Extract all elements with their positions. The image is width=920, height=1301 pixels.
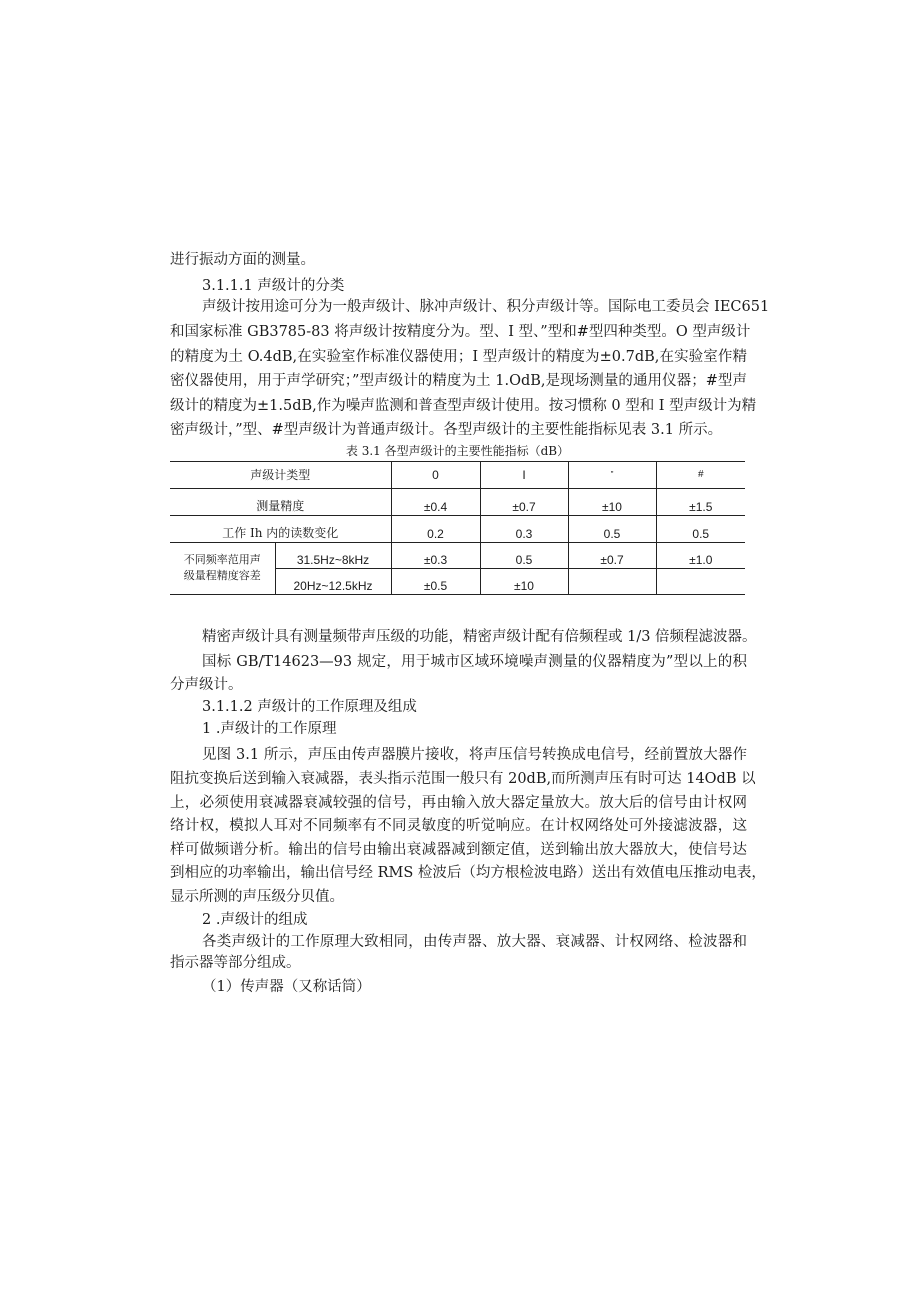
- table-cell: 0.3: [480, 516, 568, 543]
- table-cell-label: 测量精度: [170, 489, 391, 516]
- table-cell-band: 20Hz~12.5kHz: [275, 569, 391, 595]
- paragraph-principle-line-3: 上，必须使用衰减器衰减较强的信号，再由输入放大器定量放大。放大后的信号由计权网: [170, 795, 747, 811]
- table-group-label: [170, 543, 275, 595]
- paragraph-composition-line-1: 各类声级计的工作原理大致相同，由传声器、放大器、衰减器、计权网络、检波器和: [202, 934, 747, 950]
- table-header-type: 声级计类型: [170, 462, 391, 489]
- paragraph-classification-line-6: 密声级计，”型、#型声级计为普通声级计。各型声级计的主要性能指标见表 3.1 所示。: [170, 422, 723, 438]
- table-cell: ±10: [568, 489, 656, 516]
- paragraph-principle-line-5: 样可做频谱分析。输出的信号由输出衰减器减到额定值，送到输出放大器放大，使信号达: [170, 842, 747, 858]
- section-heading-3112: 3.1.1.2 声级计的工作原理及组成: [202, 699, 417, 715]
- table-header-row: [170, 462, 745, 489]
- table-header-class-1: I: [480, 462, 568, 489]
- table-cell: ±0.7: [568, 543, 656, 569]
- paragraph-composition-line-2: 指示器等部分组成。: [170, 955, 301, 971]
- heading-microphone: （1）传声器（又称话筒）: [202, 979, 371, 995]
- paragraph-intro: 进行振动方面的测量。: [170, 252, 315, 268]
- paragraph-classification-line-4: 密仪器使用，用于声学研究；”型声级计的精度为土 1.OdB,是现场测量的通用仪器；#型声: [170, 373, 747, 389]
- table-cell: ±0.4: [391, 489, 480, 516]
- table-cell: 0.5: [480, 543, 568, 569]
- table-cell: ±1.5: [656, 489, 745, 516]
- table-cell: ±1.0: [656, 543, 745, 569]
- table-group-label-line-2: 级量程精度容差: [183, 569, 261, 582]
- table-caption: 表 3.1 各型声级计的主要性能指标（dB）: [345, 444, 570, 458]
- table-cell: 0.5: [656, 516, 745, 543]
- table-cell-band: 31.5Hz~8kHz: [275, 543, 391, 569]
- heading-composition: 2 .声级计的组成: [202, 912, 308, 928]
- paragraph-standard-line-1: 国标 GB/T14623—93 规定，用于城市区域环境噪声测量的仪器精度为”型以上的积: [202, 654, 747, 670]
- table-group-label-line-1: 不同频率范用声: [183, 553, 261, 566]
- table-cell: [656, 569, 745, 595]
- table-row-drift: [170, 516, 745, 543]
- table-cell: 0.2: [391, 516, 480, 543]
- paragraph-principle-line-6: 到相应的功率输出，输出信号经 RMS 检波后（均方根检波电路）送出有效值电压推动电表，: [170, 865, 766, 881]
- paragraph-precision-meter: 精密声级计具有测量频带声压级的功能，精密声级计配有倍频程或 1/3 倍频程滤波器。: [202, 629, 757, 645]
- table-cell: ±0.5: [391, 569, 480, 595]
- paragraph-principle-line-2: 阻抗变换后送到输入衰减器，表头指示范围一般只有 20dB,而所测声压有时可达 14OdB 以: [170, 771, 756, 787]
- paragraph-principle-line-7: 显示所测的声压级分贝值。: [170, 889, 344, 905]
- table-row-accuracy: [170, 489, 745, 516]
- section-heading-3111: 3.1.1.1 声级计的分类: [202, 278, 345, 294]
- table-cell: ±0.7: [480, 489, 568, 516]
- table-cell: 0.5: [568, 516, 656, 543]
- table-header-class-0: 0: [391, 462, 480, 489]
- paragraph-classification-line-2: 和国家标准 GB3785-83 将声级计按精度分为。型、I 型、”型和#型四种类型。O 型声级计: [170, 324, 751, 340]
- table-header-class-2: ": [568, 462, 656, 489]
- table-cell: ±0.3: [391, 543, 480, 569]
- table-cell: ±10: [480, 569, 568, 595]
- paragraph-classification-line-5: 级计的精度为±1.5dB,作为噪声监测和普查型声级计使用。按习惯称 0 型和 I 型声级计为精: [170, 398, 757, 414]
- table-cell-label: 工作 Ih 内的读数变化: [170, 516, 391, 543]
- paragraph-classification-line-3: 的精度为土 O.4dB,在实验室作标准仪器使用；I 型声级计的精度为±0.7dB,在实验室作精: [170, 349, 747, 365]
- table-cell: [568, 569, 656, 595]
- paragraph-standard-line-2: 分声级计。: [170, 677, 243, 693]
- heading-working-principle: 1 .声级计的工作原理: [202, 721, 337, 737]
- table-row-band-1: [170, 543, 745, 569]
- paragraph-principle-line-4: 络计权，模拟人耳对不同频率有不同灵敏度的听觉响应。在计权网络处可外接滤波器，这: [170, 818, 747, 834]
- paragraph-principle-line-1: 见图 3.1 所示，声压由传声器膜片接收，将声压信号转换成电信号，经前置放大器作: [202, 747, 747, 763]
- spec-table: [170, 461, 745, 595]
- paragraph-classification-line-1: 声级计按用途可分为一般声级计、脉冲声级计、积分声级计等。国际电工委员会 IEC651: [202, 299, 770, 315]
- table-header-class-3: #: [656, 462, 745, 489]
